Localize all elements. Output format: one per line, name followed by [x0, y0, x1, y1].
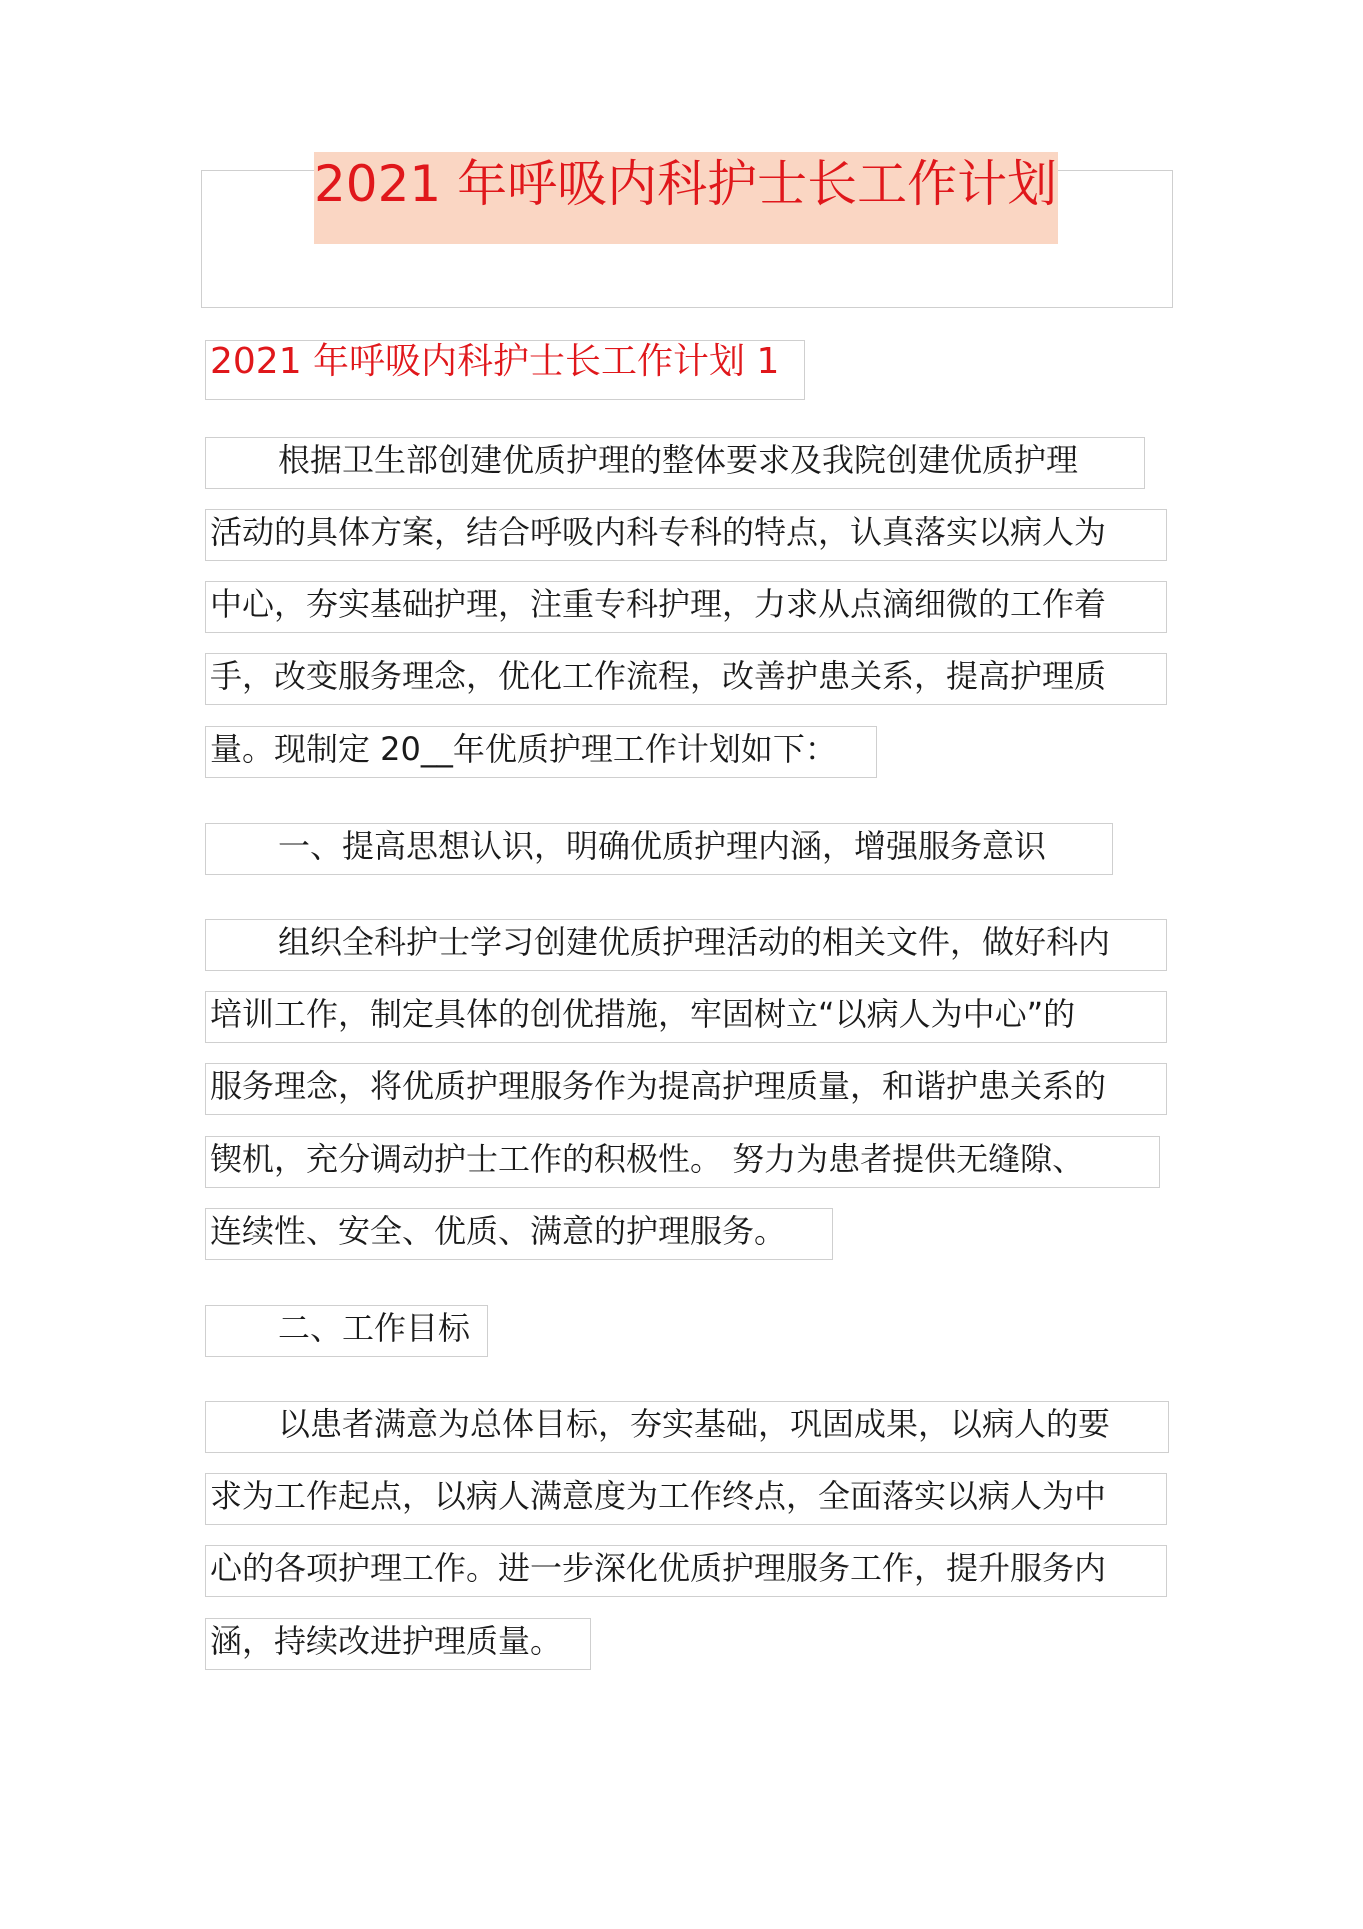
paragraph-line: 组织全科护士学习创建优质护理活动的相关文件，做好科内	[205, 919, 1167, 971]
section-heading: 2021 年呼吸内科护士长工作计划 1	[205, 340, 805, 400]
paragraph-line: 根据卫生部创建优质护理的整体要求及我院创建优质护理	[205, 437, 1145, 489]
paragraph-line: 活动的具体方案，结合呼吸内科专科的特点，认真落实以病人为	[205, 509, 1167, 561]
paragraph-line: 手，改变服务理念，优化工作流程，改善护患关系，提高护理质	[205, 653, 1167, 705]
paragraph-line: 涵，持续改进护理质量。	[205, 1618, 591, 1670]
paragraph-line: 求为工作起点，以病人满意度为工作终点，全面落实以病人为中	[205, 1473, 1167, 1525]
paragraph-line: 以患者满意为总体目标，夯实基础，巩固成果，以病人的要	[205, 1401, 1169, 1453]
paragraph-line: 培训工作，制定具体的创优措施，牢固树立“以病人为中心”的	[205, 991, 1167, 1043]
paragraph-line: 量。现制定 20__年优质护理工作计划如下：	[205, 726, 877, 778]
paragraph-line: 连续性、安全、优质、满意的护理服务。	[205, 1208, 833, 1260]
paragraph-line: 服务理念，将优质护理服务作为提高护理质量，和谐护患关系的	[205, 1063, 1167, 1115]
paragraph-line: 锲机，充分调动护士工作的积极性。 努力为患者提供无缝隙、	[205, 1136, 1160, 1188]
paragraph-line: 中心，夯实基础护理，注重专科护理，力求从点滴细微的工作着	[205, 581, 1167, 633]
paragraph-heading: 二、工作目标	[205, 1305, 488, 1357]
paragraph-line: 心的各项护理工作。进一步深化优质护理服务工作，提升服务内	[205, 1545, 1167, 1597]
paragraph-heading: 一、提高思想认识，明确优质护理内涵，增强服务意识	[205, 823, 1113, 875]
document-title: 2021 年呼吸内科护士长工作计划	[314, 152, 1058, 244]
